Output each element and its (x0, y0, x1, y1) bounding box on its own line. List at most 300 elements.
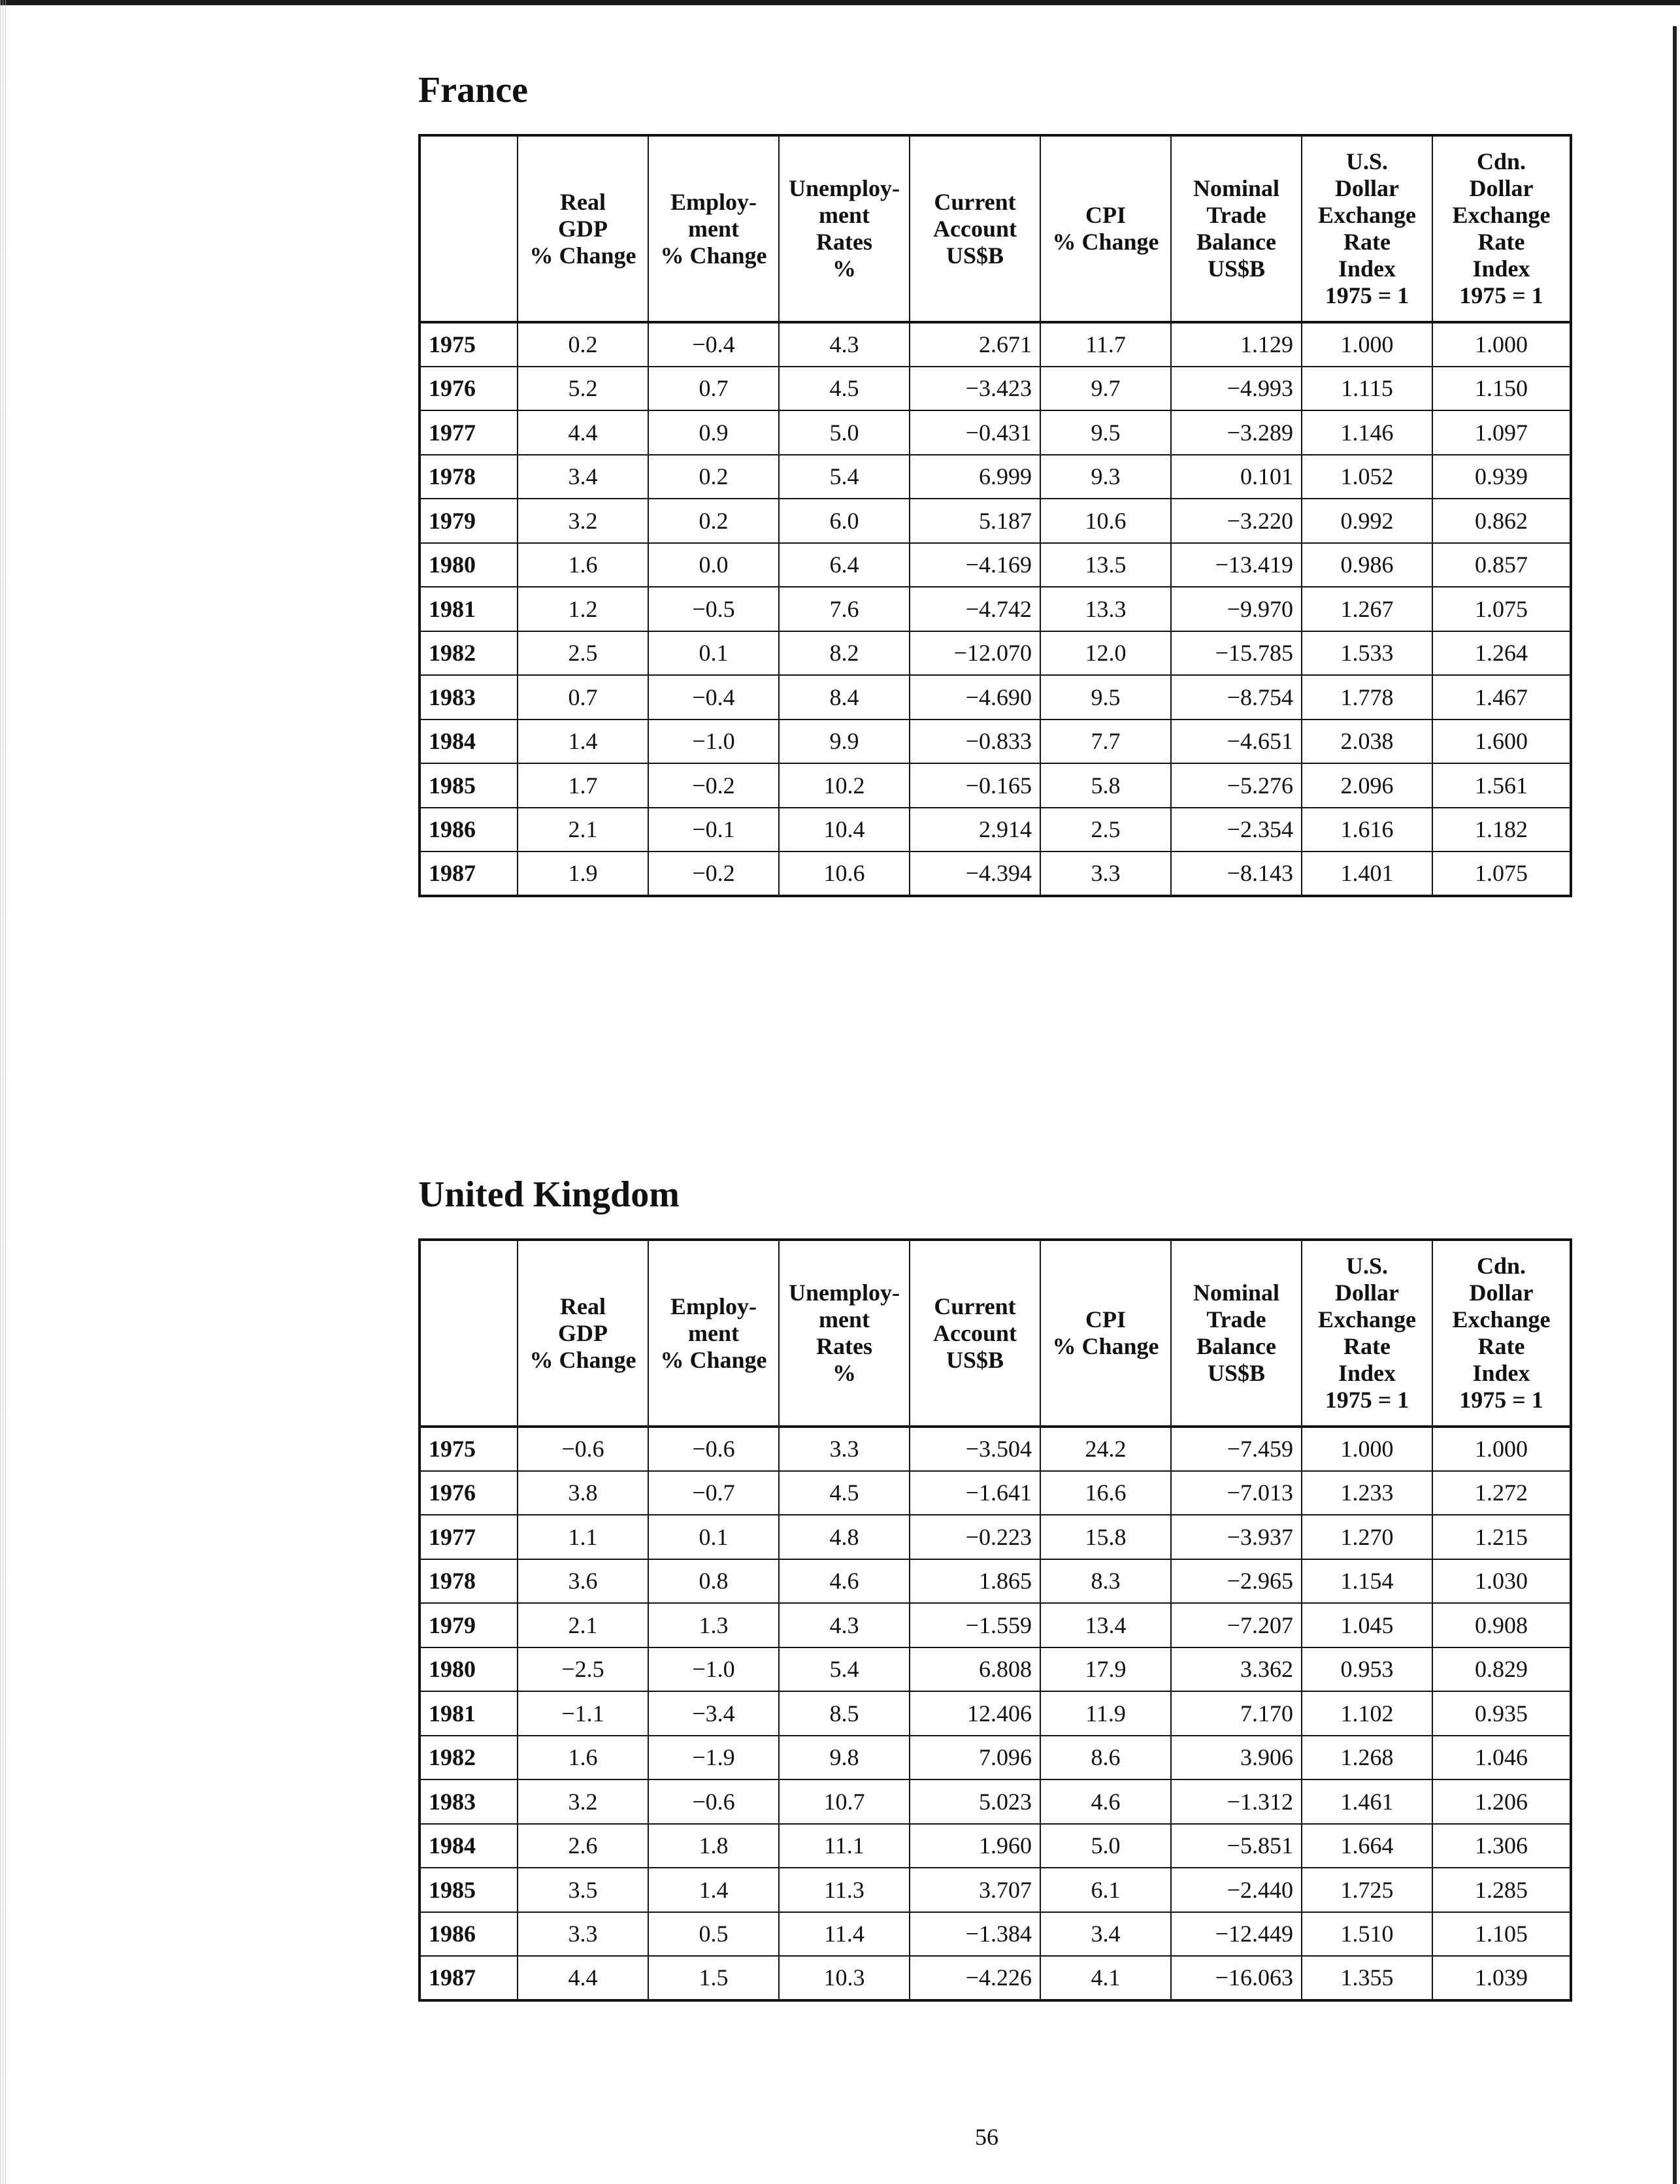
real-gdp-change-cell: 2.1 (518, 808, 648, 852)
employment-change-cell: −1.9 (648, 1736, 779, 1780)
header-cell-blank (420, 1240, 518, 1427)
us-dollar-index-cell: 1.461 (1302, 1779, 1432, 1824)
us-dollar-index-cell: 1.355 (1302, 1956, 1432, 2000)
cdn-dollar-index-cell: 1.264 (1432, 631, 1571, 676)
employment-change-cell: 1.8 (648, 1824, 779, 1868)
nominal-trade-balance-cell: −7.207 (1171, 1603, 1302, 1647)
current-account-cell: −1.641 (910, 1471, 1040, 1515)
current-account-cell: 6.999 (910, 455, 1040, 499)
employment-change-cell: −0.1 (648, 808, 779, 852)
header-line: Exchange (1452, 202, 1551, 228)
header-line: ment (819, 1306, 870, 1332)
cpi-change-cell: 9.5 (1040, 410, 1171, 455)
real-gdp-change-cell: −0.6 (518, 1427, 648, 1471)
year-cell: 1976 (420, 367, 518, 411)
employment-change-cell: 0.8 (648, 1559, 779, 1604)
us-dollar-index-cell: 1.000 (1302, 322, 1432, 367)
current-account-cell: −1.559 (910, 1603, 1040, 1647)
year-cell: 1980 (420, 1647, 518, 1692)
left-scan-edge (0, 0, 8, 2184)
year-cell: 1984 (420, 1824, 518, 1868)
header-line: Rate (1477, 229, 1525, 255)
cpi-change-cell: 24.2 (1040, 1427, 1171, 1471)
header-line: U.S. (1345, 1253, 1389, 1279)
nominal-trade-balance-cell: 3.906 (1171, 1736, 1302, 1780)
header-line: Cdn. (1476, 148, 1526, 174)
nominal-trade-balance-cell: −9.970 (1171, 587, 1302, 631)
employment-change-cell: −0.6 (648, 1779, 779, 1824)
cdn-dollar-index-cell: 1.306 (1432, 1824, 1571, 1868)
employment-change-cell: −0.7 (648, 1471, 779, 1515)
uk-data-table (418, 1238, 1572, 2002)
header-cell-employment-change (648, 135, 779, 322)
us-dollar-index-cell: 2.096 (1302, 763, 1432, 808)
year-cell: 1979 (420, 1603, 518, 1647)
header-line: Cdn. (1476, 1253, 1526, 1279)
real-gdp-change-cell: 1.1 (518, 1515, 648, 1559)
unemployment-rate-cell: 8.2 (779, 631, 910, 676)
header-line: ment (819, 202, 870, 228)
nominal-trade-balance-cell: −2.440 (1171, 1868, 1302, 1912)
cpi-change-cell: 11.7 (1040, 322, 1171, 367)
employment-change-cell: 1.4 (648, 1868, 779, 1912)
cpi-change-cell: 4.1 (1040, 1956, 1171, 2000)
unemployment-rate-cell: 10.2 (779, 763, 910, 808)
cdn-dollar-index-cell: 1.285 (1432, 1868, 1571, 1912)
nominal-trade-balance-cell: −2.354 (1171, 808, 1302, 852)
us-dollar-index-cell: 1.045 (1302, 1603, 1432, 1647)
year-cell: 1975 (420, 1427, 518, 1471)
table-row (420, 675, 1571, 720)
header-line: Dollar (1335, 175, 1399, 201)
real-gdp-change-cell: 4.4 (518, 410, 648, 455)
table-row (420, 543, 1571, 587)
right-scan-edge (1673, 26, 1677, 2184)
cdn-dollar-index-cell: 1.206 (1432, 1779, 1571, 1824)
nominal-trade-balance-cell: 7.170 (1171, 1691, 1302, 1736)
cdn-dollar-index-cell: 1.000 (1432, 322, 1571, 367)
current-account-cell: −0.833 (910, 720, 1040, 764)
real-gdp-change-cell: 2.5 (518, 631, 648, 676)
year-cell: 1979 (420, 499, 518, 543)
year-cell: 1978 (420, 1559, 518, 1604)
header-cell-real-gdp-change (518, 1240, 648, 1427)
us-dollar-index-cell: 1.270 (1302, 1515, 1432, 1559)
cdn-dollar-index-cell: 0.939 (1432, 455, 1571, 499)
cpi-change-cell: 11.9 (1040, 1691, 1171, 1736)
us-dollar-index-cell: 1.533 (1302, 631, 1432, 676)
current-account-cell: −0.165 (910, 763, 1040, 808)
us-dollar-index-cell: 1.616 (1302, 808, 1432, 852)
table-row (420, 1427, 1571, 1471)
header-cell-cdn-dollar-index (1432, 135, 1571, 322)
current-account-cell: 7.096 (910, 1736, 1040, 1780)
employment-change-cell: 0.9 (648, 410, 779, 455)
year-cell: 1986 (420, 808, 518, 852)
unemployment-rate-cell: 8.5 (779, 1691, 910, 1736)
header-line: Nominal (1193, 1280, 1279, 1306)
current-account-cell: 5.023 (910, 1779, 1040, 1824)
nominal-trade-balance-cell: −3.289 (1171, 410, 1302, 455)
table-header-row (420, 1240, 1571, 1427)
employment-change-cell: 0.1 (648, 631, 779, 676)
cpi-change-cell: 13.3 (1040, 587, 1171, 631)
unemployment-rate-cell: 4.6 (779, 1559, 910, 1604)
nominal-trade-balance-cell: −8.143 (1171, 852, 1302, 896)
year-cell: 1981 (420, 1691, 518, 1736)
unemployment-rate-cell: 6.0 (779, 499, 910, 543)
year-cell: 1980 (420, 543, 518, 587)
table-row (420, 720, 1571, 764)
table-row (420, 1603, 1571, 1647)
cpi-change-cell: 16.6 (1040, 1471, 1171, 1515)
unemployment-rate-cell: 10.4 (779, 808, 910, 852)
nominal-trade-balance-cell: −3.220 (1171, 499, 1302, 543)
table-row (420, 587, 1571, 631)
real-gdp-change-cell: 0.2 (518, 322, 648, 367)
table-row (420, 322, 1571, 367)
employment-change-cell: −3.4 (648, 1691, 779, 1736)
employment-change-cell: 0.5 (648, 1912, 779, 1957)
year-cell: 1975 (420, 322, 518, 367)
table-row (420, 1779, 1571, 1824)
real-gdp-change-cell: −1.1 (518, 1691, 648, 1736)
cdn-dollar-index-cell: 1.600 (1432, 720, 1571, 764)
cdn-dollar-index-cell: 1.075 (1432, 587, 1571, 631)
unemployment-rate-cell: 6.4 (779, 543, 910, 587)
header-line: Current (934, 188, 1016, 215)
cdn-dollar-index-cell: 0.829 (1432, 1647, 1571, 1692)
header-line: Rate (1343, 1333, 1391, 1359)
employment-change-cell: −0.4 (648, 322, 779, 367)
france-section-title: France (418, 70, 528, 110)
cpi-change-cell: 12.0 (1040, 631, 1171, 676)
cdn-dollar-index-cell: 1.000 (1432, 1427, 1571, 1471)
table-row (420, 1647, 1571, 1692)
real-gdp-change-cell: 5.2 (518, 367, 648, 411)
year-cell: 1982 (420, 631, 518, 676)
unemployment-rate-cell: 4.3 (779, 322, 910, 367)
cpi-change-cell: 8.6 (1040, 1736, 1171, 1780)
current-account-cell: 1.960 (910, 1824, 1040, 1868)
current-account-cell: 2.914 (910, 808, 1040, 852)
header-cell-real-gdp-change (518, 135, 648, 322)
header-line: Index (1338, 1360, 1396, 1386)
us-dollar-index-cell: 1.778 (1302, 675, 1432, 720)
header-line: U.S. (1345, 148, 1389, 174)
header-line: ment (688, 215, 739, 242)
us-dollar-index-cell: 0.992 (1302, 499, 1432, 543)
header-line: Exchange (1317, 202, 1416, 228)
current-account-cell: −3.423 (910, 367, 1040, 411)
table-row (420, 367, 1571, 411)
header-cell-nominal-trade-balance (1171, 135, 1302, 322)
nominal-trade-balance-cell: −2.965 (1171, 1559, 1302, 1604)
us-dollar-index-cell: 0.986 (1302, 543, 1432, 587)
employment-change-cell: 0.2 (648, 455, 779, 499)
cdn-dollar-index-cell: 1.467 (1432, 675, 1571, 720)
real-gdp-change-cell: 3.2 (518, 1779, 648, 1824)
employment-change-cell: −0.6 (648, 1427, 779, 1471)
cpi-change-cell: 5.0 (1040, 1824, 1171, 1868)
us-dollar-index-cell: 2.038 (1302, 720, 1432, 764)
header-line: Employ- (670, 188, 757, 215)
us-dollar-index-cell: 1.510 (1302, 1912, 1432, 1957)
header-line: Real (560, 188, 606, 215)
real-gdp-change-cell: 1.2 (518, 587, 648, 631)
year-cell: 1987 (420, 852, 518, 896)
header-cell-employment-change (648, 1240, 779, 1427)
unemployment-rate-cell: 4.8 (779, 1515, 910, 1559)
table-row (420, 852, 1571, 896)
header-line: Index (1338, 256, 1396, 282)
year-cell: 1981 (420, 587, 518, 631)
header-cell-nominal-trade-balance (1171, 1240, 1302, 1427)
nominal-trade-balance-cell: −1.312 (1171, 1779, 1302, 1824)
unemployment-rate-cell: 5.4 (779, 455, 910, 499)
current-account-cell: 2.671 (910, 322, 1040, 367)
cdn-dollar-index-cell: 0.857 (1432, 543, 1571, 587)
header-line: Dollar (1469, 1280, 1534, 1306)
real-gdp-change-cell: 1.6 (518, 543, 648, 587)
cdn-dollar-index-cell: 0.935 (1432, 1691, 1571, 1736)
nominal-trade-balance-cell: −12.449 (1171, 1912, 1302, 1957)
header-cell-us-dollar-index (1302, 1240, 1432, 1427)
us-dollar-index-cell: 1.664 (1302, 1824, 1432, 1868)
employment-change-cell: −0.5 (648, 587, 779, 631)
table-row (420, 455, 1571, 499)
unemployment-rate-cell: 10.7 (779, 1779, 910, 1824)
real-gdp-change-cell: −2.5 (518, 1647, 648, 1692)
header-line: Dollar (1469, 175, 1534, 201)
header-line: Dollar (1335, 1280, 1399, 1306)
employment-change-cell: 1.3 (648, 1603, 779, 1647)
cpi-change-cell: 4.6 (1040, 1779, 1171, 1824)
table-row (420, 1868, 1571, 1912)
header-line: US$B (1207, 1360, 1266, 1386)
table-row (420, 1559, 1571, 1604)
table-row (420, 1824, 1571, 1868)
current-account-cell: 5.187 (910, 499, 1040, 543)
top-scan-border (0, 0, 1680, 5)
header-line: US$B (946, 242, 1004, 269)
cpi-change-cell: 9.3 (1040, 455, 1171, 499)
year-cell: 1977 (420, 1515, 518, 1559)
table-header-row (420, 135, 1571, 322)
header-cell-current-account (910, 135, 1040, 322)
current-account-cell: −3.504 (910, 1427, 1040, 1471)
header-cell-unemployment-rate (779, 1240, 910, 1427)
nominal-trade-balance-cell: −7.459 (1171, 1427, 1302, 1471)
cpi-change-cell: 3.3 (1040, 852, 1171, 896)
year-cell: 1987 (420, 1956, 518, 2000)
year-cell: 1983 (420, 675, 518, 720)
cpi-change-cell: 9.7 (1040, 367, 1171, 411)
cdn-dollar-index-cell: 1.215 (1432, 1515, 1571, 1559)
cdn-dollar-index-cell: 1.046 (1432, 1736, 1571, 1780)
table-row (420, 410, 1571, 455)
cpi-change-cell: 10.6 (1040, 499, 1171, 543)
header-cell-cpi-change (1040, 135, 1171, 322)
table-row (420, 1956, 1571, 2000)
header-cell-unemployment-rate (779, 135, 910, 322)
cpi-change-cell: 15.8 (1040, 1515, 1171, 1559)
header-line: 1975 = 1 (1459, 1387, 1543, 1413)
employment-change-cell: −1.0 (648, 720, 779, 764)
real-gdp-change-cell: 0.7 (518, 675, 648, 720)
year-cell: 1983 (420, 1779, 518, 1824)
cdn-dollar-index-cell: 1.150 (1432, 367, 1571, 411)
uk-section-title: United Kingdom (418, 1174, 680, 1215)
cpi-change-cell: 7.7 (1040, 720, 1171, 764)
header-cell-cdn-dollar-index (1432, 1240, 1571, 1427)
employment-change-cell: −0.2 (648, 763, 779, 808)
nominal-trade-balance-cell: −13.419 (1171, 543, 1302, 587)
nominal-trade-balance-cell: −4.651 (1171, 720, 1302, 764)
header-line: Account (933, 1319, 1017, 1346)
real-gdp-change-cell: 3.8 (518, 1471, 648, 1515)
header-line: % Change (660, 242, 767, 269)
us-dollar-index-cell: 1.233 (1302, 1471, 1432, 1515)
header-line: GDP (558, 1319, 608, 1346)
nominal-trade-balance-cell: −4.993 (1171, 367, 1302, 411)
table-row (420, 763, 1571, 808)
header-cell-cpi-change (1040, 1240, 1171, 1427)
nominal-trade-balance-cell: 0.101 (1171, 455, 1302, 499)
year-cell: 1982 (420, 1736, 518, 1780)
table-row (420, 631, 1571, 676)
real-gdp-change-cell: 2.6 (518, 1824, 648, 1868)
header-line: 1975 = 1 (1459, 282, 1543, 308)
employment-change-cell: −0.4 (648, 675, 779, 720)
cpi-change-cell: 17.9 (1040, 1647, 1171, 1692)
header-line: Unemploy- (789, 175, 900, 201)
current-account-cell: 12.406 (910, 1691, 1040, 1736)
header-line: Trade (1206, 202, 1266, 228)
nominal-trade-balance-cell: −3.937 (1171, 1515, 1302, 1559)
table-row (420, 1912, 1571, 1957)
unemployment-rate-cell: 10.3 (779, 1956, 910, 2000)
unemployment-rate-cell: 4.5 (779, 367, 910, 411)
nominal-trade-balance-cell: −15.785 (1171, 631, 1302, 676)
cdn-dollar-index-cell: 0.908 (1432, 1603, 1571, 1647)
header-line: CPI (1085, 1306, 1126, 1332)
us-dollar-index-cell: 1.102 (1302, 1691, 1432, 1736)
nominal-trade-balance-cell: 1.129 (1171, 322, 1302, 367)
employment-change-cell: 1.5 (648, 1956, 779, 2000)
header-line: Balance (1196, 229, 1276, 255)
nominal-trade-balance-cell: −5.851 (1171, 1824, 1302, 1868)
real-gdp-change-cell: 3.4 (518, 455, 648, 499)
real-gdp-change-cell: 3.6 (518, 1559, 648, 1604)
current-account-cell: 1.865 (910, 1559, 1040, 1604)
real-gdp-change-cell: 3.5 (518, 1868, 648, 1912)
header-line: 1975 = 1 (1325, 1387, 1409, 1413)
employment-change-cell: −1.0 (648, 1647, 779, 1692)
current-account-cell: −0.431 (910, 410, 1040, 455)
unemployment-rate-cell: 11.4 (779, 1912, 910, 1957)
year-cell: 1978 (420, 455, 518, 499)
table-row (420, 499, 1571, 543)
header-line: Employ- (670, 1293, 757, 1319)
current-account-cell: −4.690 (910, 675, 1040, 720)
us-dollar-index-cell: 1.154 (1302, 1559, 1432, 1604)
header-line: 1975 = 1 (1325, 282, 1409, 308)
current-account-cell: 3.707 (910, 1868, 1040, 1912)
us-dollar-index-cell: 1.725 (1302, 1868, 1432, 1912)
nominal-trade-balance-cell: −8.754 (1171, 675, 1302, 720)
us-dollar-index-cell: 1.268 (1302, 1736, 1432, 1780)
current-account-cell: −4.394 (910, 852, 1040, 896)
page-number: 56 (975, 2124, 998, 2150)
header-line: % (832, 1360, 856, 1386)
nominal-trade-balance-cell: −7.013 (1171, 1471, 1302, 1515)
current-account-cell: −1.384 (910, 1912, 1040, 1957)
year-cell: 1984 (420, 720, 518, 764)
header-line: Current (934, 1293, 1016, 1319)
table-row (420, 808, 1571, 852)
header-line: % Change (529, 242, 636, 269)
table-row (420, 1471, 1571, 1515)
employment-change-cell: 0.0 (648, 543, 779, 587)
us-dollar-index-cell: 1.146 (1302, 410, 1432, 455)
header-line: Unemploy- (789, 1280, 900, 1306)
nominal-trade-balance-cell: 3.362 (1171, 1647, 1302, 1692)
year-cell: 1986 (420, 1912, 518, 1957)
header-line: % Change (529, 1346, 636, 1373)
header-cell-current-account (910, 1240, 1040, 1427)
unemployment-rate-cell: 5.0 (779, 410, 910, 455)
unemployment-rate-cell: 8.4 (779, 675, 910, 720)
unemployment-rate-cell: 5.4 (779, 1647, 910, 1692)
header-line: Rates (816, 1333, 872, 1359)
unemployment-rate-cell: 4.5 (779, 1471, 910, 1515)
employment-change-cell: 0.7 (648, 367, 779, 411)
current-account-cell: −0.223 (910, 1515, 1040, 1559)
real-gdp-change-cell: 2.1 (518, 1603, 648, 1647)
real-gdp-change-cell: 1.4 (518, 720, 648, 764)
header-line: Account (933, 215, 1017, 242)
header-line: CPI (1085, 202, 1126, 228)
nominal-trade-balance-cell: −16.063 (1171, 1956, 1302, 2000)
unemployment-rate-cell: 4.3 (779, 1603, 910, 1647)
header-line: Rate (1477, 1333, 1525, 1359)
cpi-change-cell: 8.3 (1040, 1559, 1171, 1604)
header-line: Exchange (1317, 1306, 1416, 1332)
current-account-cell: −4.742 (910, 587, 1040, 631)
header-line: Exchange (1452, 1306, 1551, 1332)
header-line: Index (1472, 256, 1530, 282)
employment-change-cell: −0.2 (648, 852, 779, 896)
us-dollar-index-cell: 1.000 (1302, 1427, 1432, 1471)
real-gdp-change-cell: 1.9 (518, 852, 648, 896)
nominal-trade-balance-cell: −5.276 (1171, 763, 1302, 808)
real-gdp-change-cell: 1.7 (518, 763, 648, 808)
unemployment-rate-cell: 9.9 (779, 720, 910, 764)
cdn-dollar-index-cell: 1.097 (1432, 410, 1571, 455)
real-gdp-change-cell: 1.6 (518, 1736, 648, 1780)
header-line: Trade (1206, 1306, 1266, 1332)
cpi-change-cell: 6.1 (1040, 1868, 1171, 1912)
header-line: % Change (1052, 1333, 1159, 1359)
employment-change-cell: 0.1 (648, 1515, 779, 1559)
cdn-dollar-index-cell: 1.075 (1432, 852, 1571, 896)
france-data-table (418, 134, 1572, 897)
header-line: ment (688, 1319, 739, 1346)
current-account-cell: −4.169 (910, 543, 1040, 587)
header-cell-blank (420, 135, 518, 322)
header-line: GDP (558, 215, 608, 242)
